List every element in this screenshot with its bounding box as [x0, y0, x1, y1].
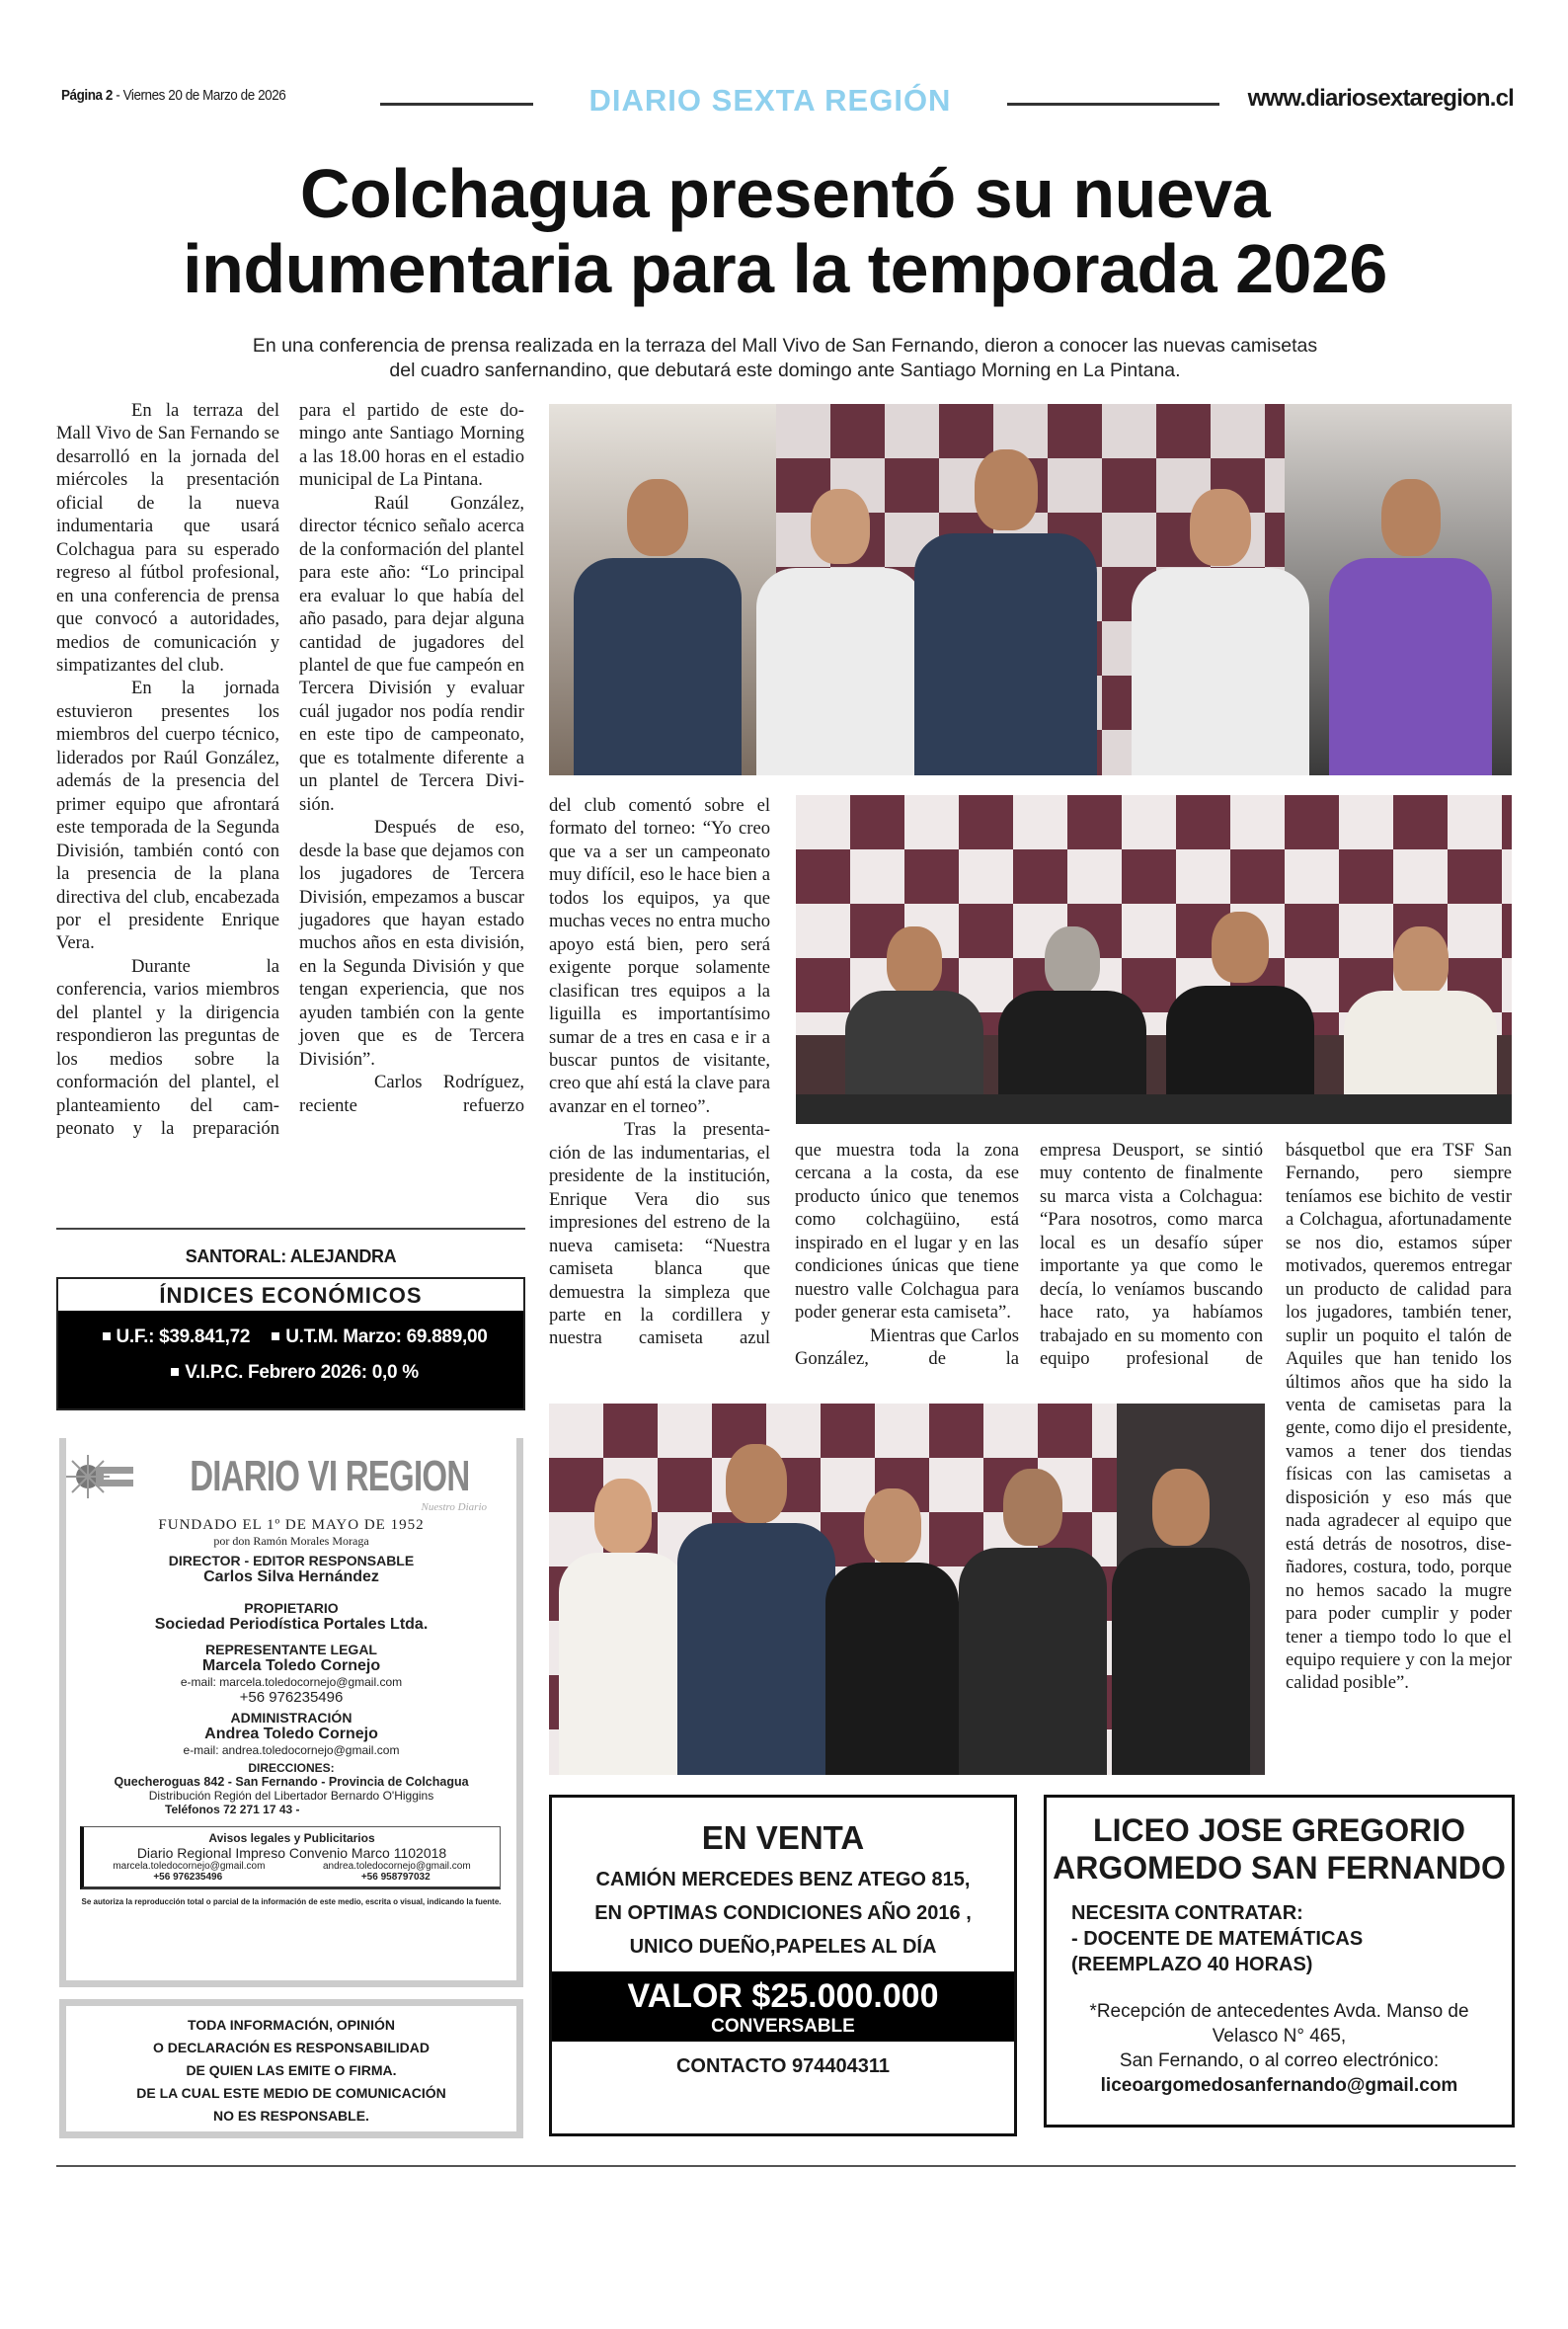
bullet-icon — [272, 1332, 279, 1340]
disclaimer-line: DE LA CUAL ESTE MEDIO DE COMUNICACIÓN — [136, 2085, 446, 2101]
logo-text: DIARIO VI REGION — [190, 1452, 470, 1500]
ads-convenio: Diario Regional Impreso Convenio Marco 1102018 — [136, 1845, 447, 1861]
article-lede — [197, 334, 1372, 383]
ad-reception: *Recepción de antecedentes Avda. Manso de — [1089, 2001, 1469, 2022]
issue-date: Viernes 20 de Marzo de 2026 — [122, 87, 286, 104]
bullet-icon — [171, 1368, 179, 1376]
legal-label: REPRESENTANTE LEGAL — [205, 1642, 377, 1657]
article-paragraph: que muestra toda la zona cercana a la costa, da ese producto único que tenemos como colchagüino, está inspirado en el lugar y en las condiciones únicas que tiene nuestro valle Colchagua para poder generar esta camiseta”. — [795, 1140, 1019, 1324]
ad-line: UNICO DUEÑO,PAPELES AL DÍA — [629, 1936, 937, 1958]
ad-position: - DOCENTE DE MATEMÁTICAS — [1071, 1928, 1364, 1950]
contact-phone: CONTACTO 974404311 — [675, 2055, 891, 2077]
logo-tagline: Nuestro Diario — [421, 1501, 487, 1513]
address-label: DIRECCIONES: — [248, 1761, 335, 1775]
article-column — [299, 399, 524, 1117]
ad-line: CAMIÓN MERCEDES BENZ ATEGO 815, — [595, 1869, 971, 1890]
reproduction-notice: Se autoriza la reproducción total o parcial de la información de este medio, escrita o visual, indicando la fuente. — [81, 1897, 502, 1906]
article-column — [56, 399, 279, 1141]
article-column — [795, 1139, 1019, 1371]
photo-press-conference — [796, 795, 1512, 1124]
admin: Andrea Toledo Cornejo — [204, 1726, 378, 1742]
director: Carlos Silva Hernández — [203, 1568, 379, 1585]
founder: por don Ramón Morales Moraga — [213, 1534, 369, 1548]
negotiable: CONVERSABLE — [711, 2016, 855, 2037]
santoral: SANTORAL: ALEJANDRA — [185, 1246, 397, 1266]
photo-club-officials — [549, 1404, 1265, 1775]
article-paragraph: Después de eso, desde la base que dejamos con los jugadores de Tercera División, empezamos a buscar jugadores que hayan estado muchos años en esta división, en la Segunda División y que tengan experiencia, que nos ayuden también con la gente joven que es de Tercera División”. — [299, 817, 524, 1070]
ad-title: LICEO JOSE GREGORIO — [1093, 1812, 1465, 1848]
page-date-label: Página 2 - Viernes 20 de Marzo de 2026 — [61, 87, 286, 104]
website-link[interactable]: www.diariosextaregion.cl — [1247, 85, 1514, 112]
masthead-box — [59, 1438, 523, 1987]
ads-email[interactable]: marcela.toledocornejo@gmail.com — [113, 1861, 266, 1872]
legal-rep: Marcela Toledo Cornejo — [201, 1657, 381, 1674]
article-paragraph: Raúl González, director técnico señalo acerca de la conformación del plantel para este año: “Lo principal era evaluar lo que había del año pasado, para dejar alguna cantidad de jugadores del plantel de que fue campeón en Tercera División y evaluar cuál jugador nos podía rendir en este tipo de campeonato, que es totalmente diferente a un plantel de Tercera División. — [299, 492, 524, 815]
ad-line: EN OPTIMAS CONDICIONES AÑO 2016 , — [594, 1902, 972, 1924]
distribution: Distribución Región del Libertador Bernardo O'Higgins — [148, 1789, 434, 1803]
headline — [39, 156, 1530, 306]
article-paragraph: empresa Deusport, se sintió muy contento de finalmente su marca vista a Colchagua: “Para nosotros, como marca local es un desafío súper importante ya que como le decía, lo veníamos buscando hace rato, ya habíamos trabajado en su momento con equipo profesional de — [1040, 1140, 1263, 1370]
phones: Teléfonos 72 271 17 43 - — [165, 1803, 300, 1816]
disclaimer-line: DE QUIEN LAS EMITE O FIRMA. — [186, 2062, 397, 2078]
owner-label: PROPIETARIO — [244, 1600, 339, 1616]
newspaper-name: DIARIO SEXTA REGIÓN — [588, 83, 952, 118]
price-banner — [552, 1971, 1014, 2042]
disclaimer-line: NO ES RESPONSABLE. — [213, 2108, 369, 2124]
bullet-icon — [103, 1332, 111, 1340]
header-divider — [1007, 103, 1219, 106]
economic-indices-box — [56, 1277, 525, 1410]
ad-email[interactable]: liceoargomedosanfernando@gmail.com — [1100, 2075, 1458, 2096]
lede-line: En una conferencia de prensa realizada en la terraza del Mall Vivo de San Fernando, dieron a conocer las nuevas camisetas — [252, 335, 1318, 357]
sun-logo-icon — [66, 1452, 135, 1501]
legal-email[interactable]: e-mail: marcela.toledocornejo@gmail.com — [180, 1675, 403, 1689]
ads-phone: +56 976235496 — [153, 1872, 223, 1883]
ad-title: ARGOMEDO SAN FERNANDO — [1053, 1850, 1506, 1886]
article-column — [1286, 1139, 1512, 1695]
article-paragraph: del club comentó sobre el formato del torneo: “Yo creo que va a ser un campeonato muy difícil, eso le hace bien a todos los equipos, ya que muchas veces no entra mucho apoyo está bien, pero será exigente porque solamente clasifican tres equipos a la liguilla es importantísimo sumar de a tres en casa e ir a buscar puntos de visitante, creo que ahí está la clave para avanzar en el torneo”. — [549, 795, 770, 1117]
article-paragraph: Tras la presentación de las indumentarias, el presidente de la institución, Enrique Vera dio sus impresiones del estreno de la nueva camiseta: “Nuestra camiseta blanca que demuestra la simpleza que parte en la cordillera y nuestra camiseta azul — [549, 1119, 770, 1349]
price: VALOR $25.000.000 — [627, 1977, 939, 2015]
ad-need: NECESITA CONTRATAR: — [1071, 1902, 1303, 1924]
ad-title: EN VENTA — [701, 1819, 865, 1856]
director-label: DIRECTOR - EDITOR RESPONSABLE — [168, 1553, 415, 1568]
ads-email[interactable]: andrea.toledocornejo@gmail.com — [323, 1861, 471, 1872]
section-divider — [56, 1228, 525, 1230]
indices-title: ÍNDICES ECONÓMICOS — [58, 1279, 523, 1313]
ad-reception: Velasco N° 465, — [1212, 2026, 1347, 2047]
ad-school-hiring — [1044, 1795, 1515, 2128]
article-column — [549, 794, 770, 1350]
admin-label: ADMINISTRACIÓN — [230, 1710, 353, 1726]
owner: Sociedad Periodística Portales Ltda. — [154, 1616, 429, 1633]
article-column — [1040, 1139, 1263, 1371]
article-paragraph: básquetbol que era TSF San Fernando, pero siempre teníamos ese bichito de vestir a Colchagua, afortunadamente se nos dio, estamos súper motivados, queremos entregar un producto de calidad para los jugadores, también tener, suplir un poquito el talón de Aquiles que han tenido los últimos años que ha sido la venta de camisetas para la gente, como dijo el presidente, vamos a tener dos tiendas físicas con las camisetas a disposición y eso más que nada agradecer al equipo que está detrás de nosotros, diseñadores, costura, todo, porque no hemos sacado la mugre para poder cumplir y poder tener a tiempo todo lo que el equipo requiere y con la mejor calidad posible”. — [1286, 1140, 1512, 1694]
disclaimer-line: TODA INFORMACIÓN, OPINIÓN — [188, 2017, 395, 2033]
photo-players-jerseys — [549, 404, 1512, 775]
ads-label: Avisos legales y Publicitarios — [208, 1831, 375, 1845]
article-paragraph: En la terraza del Mall Vivo de San Fernando se desarrolló en la jornada del miércoles la presentación oficial de la nueva indumentaria que usará Colchagua para su esperado regreso al fútbol profesional, en una conferencia de prensa que convocó a autoridades, medios de comunicación y simpatizantes del club. — [56, 400, 279, 676]
ads-box — [80, 1826, 501, 1889]
lede-line: del cuadro sanfernandino, que debutará este domingo ante Santiago Morning en La Pintana. — [389, 360, 1181, 381]
ads-phone: +56 958797032 — [360, 1872, 431, 1883]
disclaimer-line: O DECLARACIÓN ES RESPONSABILIDAD — [152, 2040, 431, 2055]
article-paragraph: Durante la conferencia, varios miembros del plantel y la dirigencia respondieron las preguntas de los medios sobre la conformación del plantel, el planteamiento del campeonato y la preparación — [56, 955, 279, 1140]
disclaimer-box — [59, 1999, 523, 2138]
masthead-logo — [66, 1444, 516, 1509]
article-paragraph: En la jornada estuvieron presentes los miembros del cuerpo técnico, liderados por Raúl González, además de la presencia del primer equipo que afrontará este temporada de la Segunda División, también contó con la presencia de la plana directiva del club, encabezada por el presidente Enrique Vera. — [56, 678, 279, 954]
headline-line: indumentaria para la temporada 2026 — [183, 230, 1387, 307]
page-bottom-rule — [56, 2165, 1516, 2167]
utm-value: U.T.M. Marzo: 69.889,00 — [285, 1326, 488, 1347]
ad-position: (REEMPLAZO 40 HORAS) — [1071, 1954, 1313, 1975]
ad-truck-sale — [549, 1795, 1017, 2136]
ad-reception: San Fernando, o al correo electrónico: — [1119, 2050, 1440, 2071]
header-divider — [380, 103, 533, 106]
legal-phone: +56 976235496 — [239, 1689, 344, 1706]
founded: FUNDADO EL 1º DE MAYO DE 1952 — [158, 1517, 425, 1533]
ipc-value: V.I.P.C. Febrero 2026: 0,0 % — [185, 1362, 419, 1383]
article-paragraph: Carlos Rodríguez, reciente refuerzo — [299, 1072, 524, 1116]
headline-line: Colchagua presentó su nueva — [299, 155, 1271, 232]
admin-email[interactable]: e-mail: andrea.toledocornejo@gmail.com — [183, 1743, 400, 1757]
page-number: Página 2 — [61, 87, 113, 104]
article-paragraph: Mientras que Carlos González, de la — [795, 1325, 1019, 1370]
uf-value: U.F.: $39.841,72 — [116, 1326, 251, 1347]
article-paragraph: para el partido de este domingo ante Santiago Morning a las 18.00 horas en el estadio municipal de La Pintana. — [299, 400, 524, 491]
address: Quecheroguas 842 - San Fernando - Provincia de Colchagua — [114, 1775, 469, 1789]
